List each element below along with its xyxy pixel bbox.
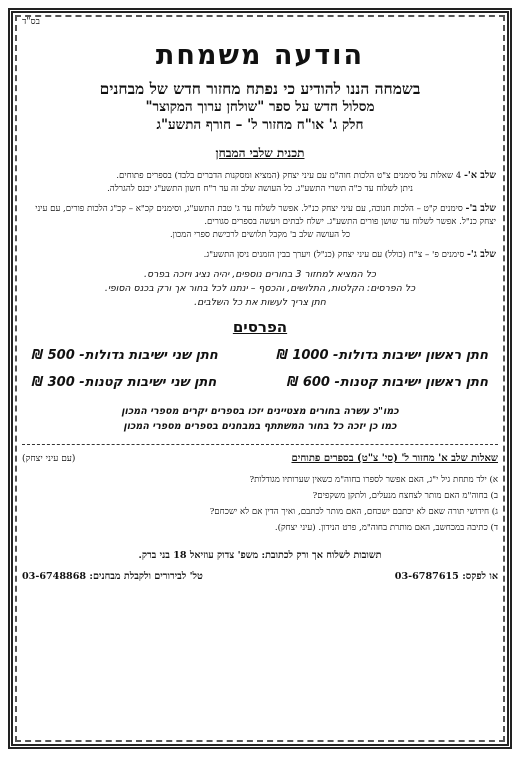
- note-representative: כל המציא למחזור 3 בחורים נוספים, יהיה נציג ויזכה בפרס.: [144, 269, 376, 280]
- stage-2-note: כל העושה שלב ב' מקבל תלושים לרכישת ספרי המכון.: [169, 230, 351, 240]
- subtitle-track: מסלול חדש על ספר "שולחן ערוך המקוצר": [145, 99, 375, 115]
- stage-1-label: שלב א'-: [463, 170, 496, 181]
- questions-note: (עם עיני יצחק): [22, 454, 76, 464]
- stages-heading: תכנית שלבי המבחן: [215, 146, 305, 160]
- subtitle-cycle: חלק ג' או"ח מחזור ל' – חורף התשע"ג: [156, 117, 364, 133]
- stage-3-text: סימנים פ' – צ"ח (כולל) עם עיני יצחק (כנ"ל) ויערך בבין הזמנים ניסן התשע"ג.: [203, 250, 465, 260]
- prize-small-first: חתן ראשון ישיבות קטנות- 600 ₪: [287, 375, 488, 390]
- question-3: ג) חידושי תורה שאם לא יכתבם ישכחם, האם מותר לכתבם, ואיך הדין אם לא ישכחם?: [209, 507, 498, 517]
- stage-1: [24, 169, 496, 183]
- dashed-divider: [22, 444, 498, 445]
- prize-large-first: חתן ראשון ישיבות גדולות- 1000 ₪: [276, 348, 488, 363]
- bonus-excellent: כמו"כ עשרה בחורים מצטיינים יזכו בספרים יקרים מספרי המכון: [121, 406, 399, 417]
- phone-number: טל' לבירורים ולקבלת מבחנים: 03-6748868: [22, 571, 203, 582]
- bsd-mark: בס"ד: [22, 17, 40, 27]
- bonus-prizes: [22, 404, 498, 434]
- prize-row-small: [32, 375, 488, 390]
- prize-small-second: חתן שני ישיבות קטנות- 300 ₪: [32, 375, 217, 390]
- fax-number: או לפקס: 03-6787615: [394, 571, 498, 582]
- prize-large-second: חתן שני ישיבות גדולות- 500 ₪: [32, 348, 218, 363]
- question-2: ב) בחוה"מ האם מותר לצחצח מנעלים, ולתקן משקפים?: [312, 491, 498, 501]
- subtitle-announcement: בשמחה הננו להודיע כי נפתח מחזור חדש של מבחנים: [99, 79, 421, 98]
- prizes-heading: הפרסים: [232, 318, 288, 336]
- stage-1-note: ניתן לשלוח עד כ"ה תשרי התשע"ג. כל העושה שלב זה עד ר"ח חשון התשע"ג יכנס להגרלה.: [107, 184, 413, 194]
- stage-3: [24, 248, 496, 262]
- questions-heading: [22, 453, 498, 464]
- stage-3-label: שלב ג'-: [466, 249, 496, 260]
- contact-row: [22, 571, 498, 582]
- stage-2: [24, 202, 496, 229]
- question-1: א) ילד מתחת גיל י"ג, האם אפשר לספרו בחוה"מ כשאין שערותיו מגודלות?: [249, 475, 498, 485]
- note-prizes-given: כל הפרסים: הקלטות, התלושים, והכסף – ינתנו לכל בחור אך ורק בכנס הסופי.: [104, 283, 416, 294]
- stage-2-text: סימנים ק"ט – הלכות חנוכה, עם עיני יצחק כנ"ל. אפשר לשלוח עד ג' טבת התשע"ג, וסימנים קכ"א – קכ"ג הלכות פורים, עם עיני יצחק כנ"ל. אפשר לשלוח עד שושן פורים התשע"ג. ישלח לבתים ויעשה בספרים סגורים.: [35, 204, 496, 227]
- question-4: ד) כתיבה במכחשב, האם מותרת בחוה"מ, פרט הנידון. (עיני יצחק).: [274, 523, 498, 533]
- bonus-participants: כמו כן יזכה כל בחור המשתתף במבחנים בספרים מספרי המכון: [123, 421, 397, 432]
- questions-title: שאלות שלב א' מחזור ל' (סי' צ"ט) בספרים פתוחים: [291, 453, 498, 464]
- note-all-stages: חתן צריך לעשות את כל השלבים.: [194, 297, 326, 308]
- page-title: הודעה משמחת: [155, 40, 365, 71]
- stage-2-label: שלב ב'-: [465, 203, 496, 214]
- notice-content: [22, 16, 498, 743]
- address-line: תשובות לשלוח אך ורק לכתובת: משפ' צדוק עוזיאל 18 בני ברק.: [138, 550, 382, 561]
- prize-row-large: [32, 348, 488, 363]
- stage-1-text: 4 שאלות על סימנים צ"ט הלכות חוה"מ עם עיני יצחק (המציא ומסקנות הדברים בלבד) בספרים פתוחים.: [116, 171, 462, 181]
